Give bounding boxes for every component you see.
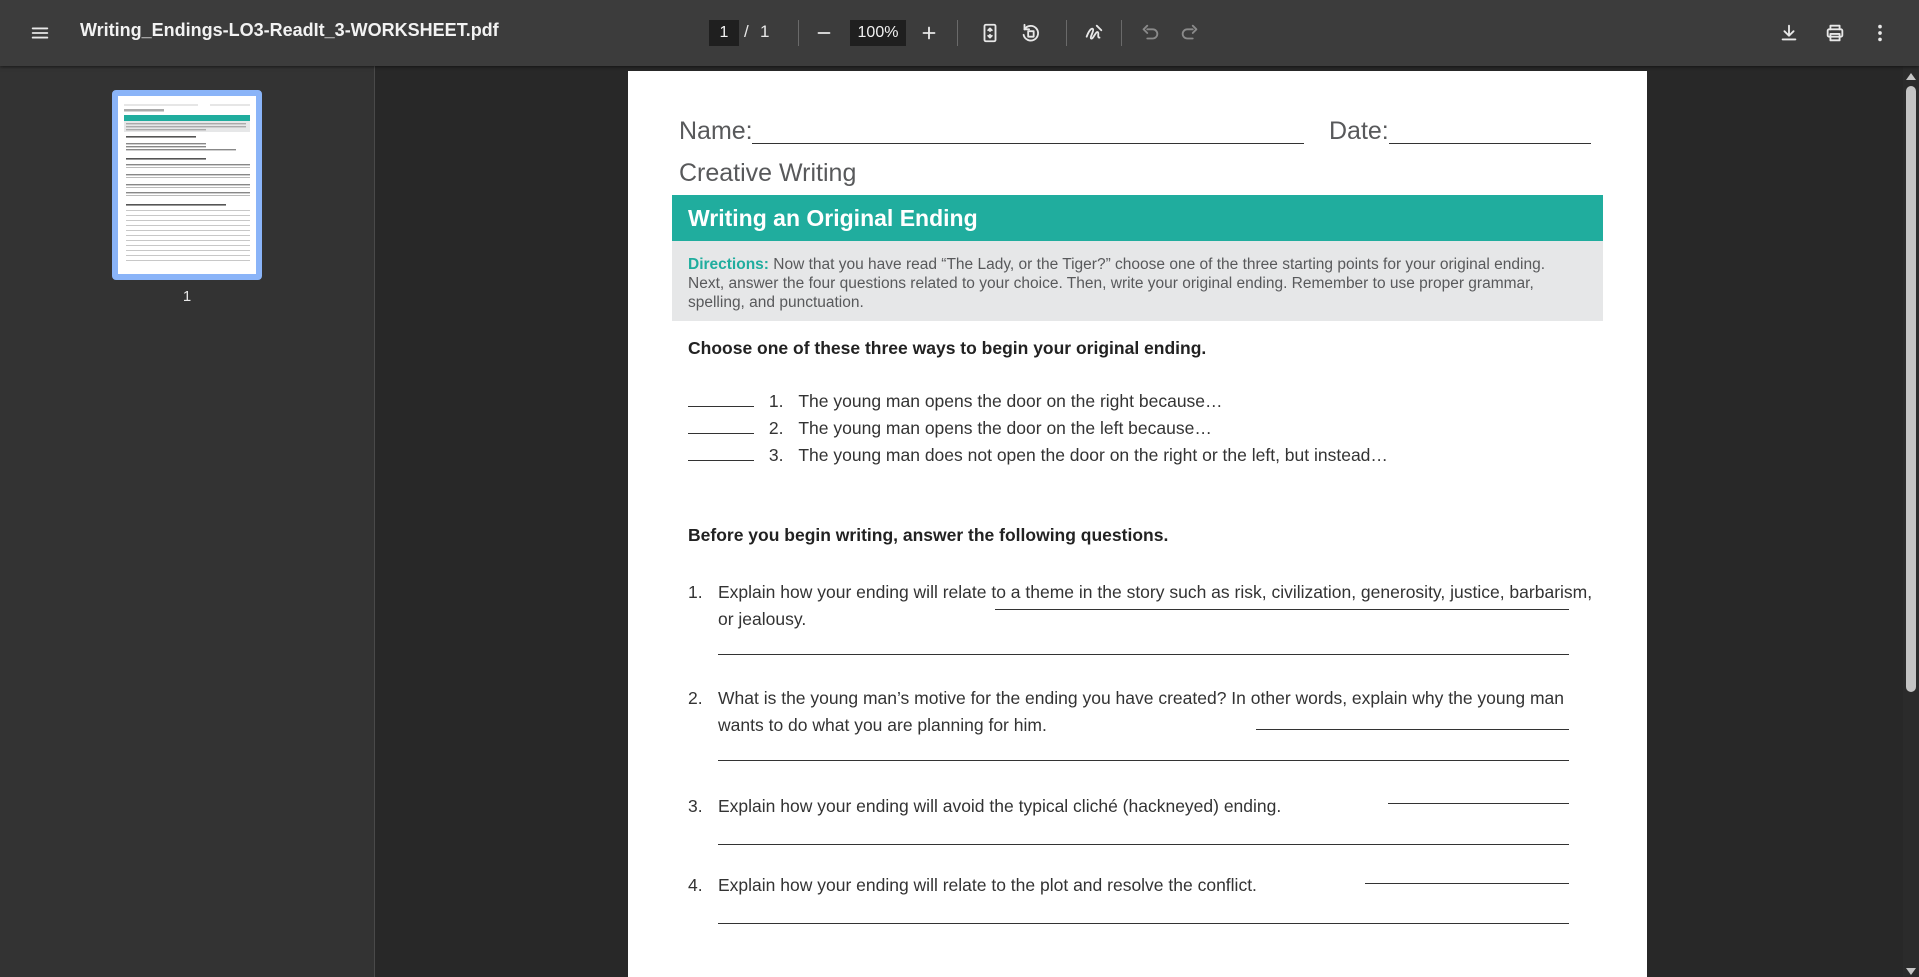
annotate-icon [1083,22,1105,44]
answer-line [718,923,1569,924]
answer-line [995,609,1569,610]
answer-line [718,760,1569,761]
questions-heading: Before you begin writing, answer the following questions. [688,525,1169,545]
print-icon [1824,22,1846,44]
option-blank [688,391,754,407]
zoom-level-input[interactable]: 100% [850,20,906,46]
option-number: 1. [768,391,784,411]
toolbar-divider [798,20,799,46]
menu-button[interactable] [22,15,58,51]
directions-body: Now that you have read “The Lady, or the Tiger?” choose one of the three starting points for your original ending. Next, answer the four questions related to your choice. Then, write your original ending. Remember to use proper grammar, spelling, and punctuation. [688,256,1546,311]
question-text: Explain how your ending will relate to a theme in the story such as risk, civilization, generosity, justice, barbarism, or jealousy. [718,582,1593,629]
page-number-input[interactable]: 1 [709,20,739,46]
zoom-in-button[interactable] [911,15,947,51]
question-number: 1. [688,582,703,602]
option-2 [688,418,1212,439]
option-text: The young man opens the door on the left because… [798,418,1212,438]
rotate-button[interactable] [1012,15,1048,51]
directions-label: Directions: [688,256,769,273]
question-text: What is the young man’s motive for the ending you have created? In other words, explain why the young man wants to do what you are planning for him. [718,688,1564,735]
name-label: Name: [679,117,753,145]
answer-line [1388,803,1569,804]
scroll-up-arrow[interactable] [1906,73,1916,80]
choose-heading: Choose one of these three ways to begin your original ending. [688,338,1207,358]
option-1 [688,391,1223,412]
undo-button[interactable] [1132,15,1168,51]
more-options-button[interactable] [1862,15,1898,51]
zoom-out-button[interactable] [806,15,842,51]
page-thumbnail[interactable] [112,90,262,280]
question-number: 4. [688,875,703,895]
pdf-toolbar [0,0,1919,66]
question-number: 3. [688,796,703,816]
fit-page-button[interactable] [972,15,1008,51]
date-label: Date: [1329,117,1389,145]
thumbnail-sidebar [0,66,375,977]
option-text: The young man opens the door on the right because… [798,391,1223,411]
toolbar-divider [957,20,958,46]
annotate-button[interactable] [1076,15,1112,51]
document-viewer[interactable] [376,66,1903,977]
scrollbar-thumb[interactable] [1906,86,1916,692]
date-blank [1389,126,1591,144]
name-blank [752,126,1304,144]
option-3 [688,445,1388,466]
toolbar-divider [1066,20,1067,46]
directions-text [688,255,1568,312]
banner-title: Writing an Original Ending [688,205,978,231]
scroll-down-arrow[interactable] [1906,968,1916,975]
section-banner [672,195,1603,241]
menu-icon [29,22,51,44]
option-number: 2. [768,418,784,438]
rotate-icon [1019,22,1041,44]
answer-line [718,844,1569,845]
thumbnail-page-number: 1 [182,288,192,305]
option-text: The young man does not open the door on the right or the left, but instead… [798,445,1388,465]
question-text: Explain how your ending will avoid the typical cliché (hackneyed) ending. [718,796,1282,816]
option-blank [688,418,754,434]
question-number: 2. [688,688,703,708]
document-title: Writing_Endings-LO3-ReadIt_3-WORKSHEET.pdf [80,20,499,40]
zoom-in-icon [918,22,940,44]
redo-button[interactable] [1172,15,1208,51]
fit-page-icon [979,22,1001,44]
answer-line [1256,729,1569,730]
option-number: 3. [768,445,784,465]
vertical-scrollbar[interactable] [1903,66,1919,977]
question-text: Explain how your ending will relate to the plot and resolve the conflict. [718,875,1257,895]
print-button[interactable] [1817,15,1853,51]
answer-line [1365,883,1569,884]
course-title: Creative Writing [679,159,857,187]
zoom-out-icon [813,22,835,44]
option-blank [688,445,754,461]
page-separator: / [744,22,749,41]
pdf-page [628,71,1647,977]
answer-line [718,654,1569,655]
download-button[interactable] [1771,15,1807,51]
download-icon [1778,22,1800,44]
undo-icon [1139,22,1161,44]
directions-box [672,241,1603,321]
thumbnail-preview [118,96,256,274]
redo-icon [1179,22,1201,44]
page-total: 1 [760,22,770,41]
toolbar-divider [1121,20,1122,46]
more-icon [1869,22,1891,44]
